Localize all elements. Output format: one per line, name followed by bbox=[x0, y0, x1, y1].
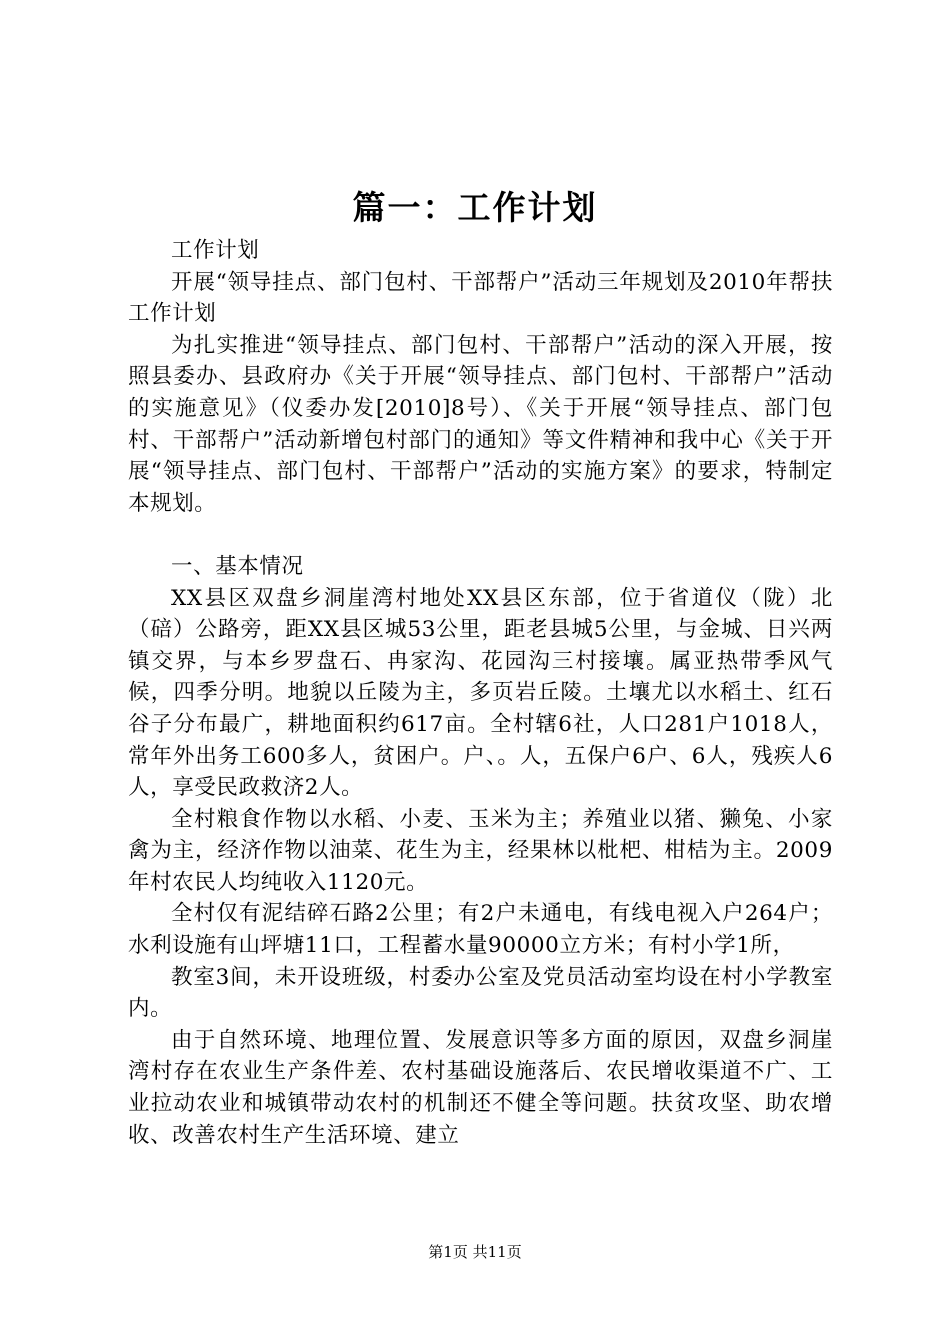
document-title: 篇一：工作计划 bbox=[352, 188, 598, 227]
paragraph-classrooms: 教室3间，未开设班级，村委办公室及党员活动室均设在村小学教室内。 bbox=[128, 964, 833, 1022]
document-body bbox=[128, 235, 833, 1151]
paragraph-intro: 为扎实推进“领导挂点、部门包村、干部帮户”活动的深入开展，按照县委办、县政府办《关于开展“领导挂点、部门包村、干部帮户”活动的实施意见》（仪委办发[2010]8号）、《关于开展“领导挂点、部门包村、干部帮户”活动新增包村部门的通知》等文件精神和我中心《关于开展“领导挂点、部门包村、干部帮户”活动的实施方案》的要求，特制定本规划。 bbox=[128, 332, 833, 516]
paragraph-plan-title: 开展“领导挂点、部门包村、干部帮户”活动三年规划及2010年帮扶工作计划 bbox=[128, 269, 833, 327]
section-heading-basic-info: 一、基本情况 bbox=[171, 553, 304, 579]
paragraph-infrastructure: 全村仅有泥结碎石路2公里；有2户未通电，有线电视入户264户；水利设施有山坪塘11口，工程蓄水量90000立方米；有村小学1所， bbox=[128, 901, 833, 959]
paragraph-village-overview: XX县区双盘乡洞崖湾村地处XX县区东部，位于省道仪（陇）北（碚）公路旁，距XX县区城53公里，距老县城5公里，与金城、日兴两镇交界，与本乡罗盘石、冉家沟、花园沟三村接壤。属亚热带季风气候，四季分明。地貌以丘陵为主，多页岩丘陵。土壤尤以水稻土、红石谷子分布最广，耕地面积约617亩。全村辖6社，人口281户1018人，常年外出务工600多人，贫困户。户、。人，五保户6户、6人，残疾人6人，享受民政救济2人。 bbox=[128, 585, 833, 801]
paragraph-agriculture: 全村粮食作物以水稻、小麦、玉米为主；养殖业以猪、獭兔、小家禽为主，经济作物以油菜、花生为主，经果林以枇杷、柑桔为主。2009年村农民人均纯收入1120元。 bbox=[128, 806, 833, 895]
paragraph-heading: 工作计划 bbox=[171, 238, 260, 263]
page-footer: 第1页 共11页 bbox=[428, 1243, 522, 1261]
paragraph-problems: 由于自然环境、地理位置、发展意识等多方面的原因，双盘乡洞崖湾村存在农业生产条件差、农村基础设施落后、农民增收渠道不广、工业拉动农业和城镇带动农村的机制还不健全等问题。扶贫攻坚、助农增收、改善农村生产生活环境、建立 bbox=[128, 1027, 833, 1148]
